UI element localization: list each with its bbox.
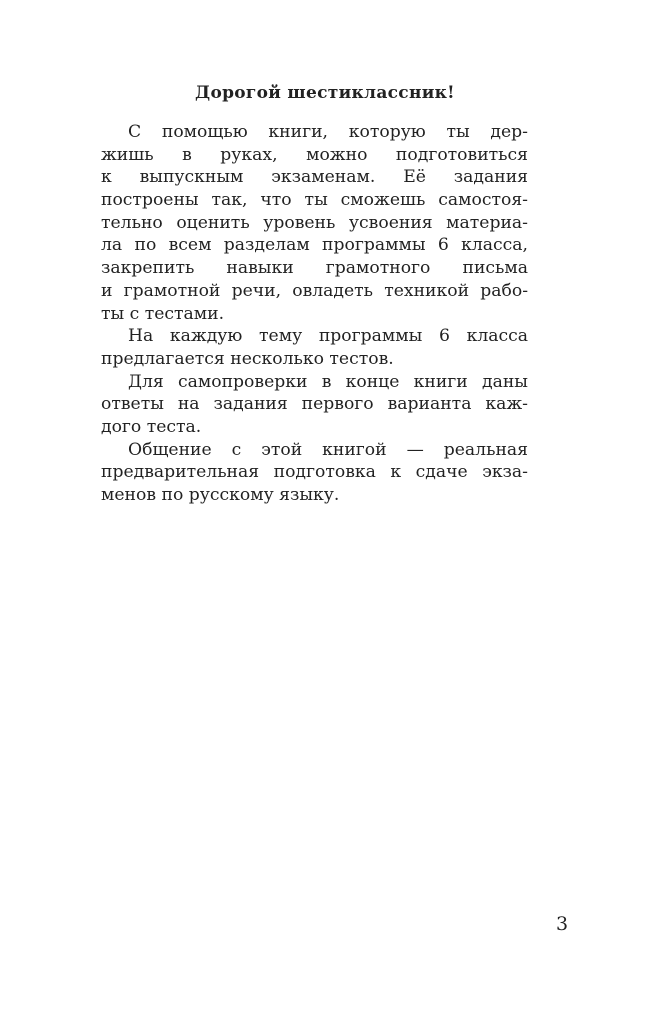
text-line: предварительная подготовка к сдаче экза- [101,462,528,483]
text-line: ты с тестами. [101,303,225,324]
text-line: На каждую тему программы 6 класса [128,326,528,347]
text-line: и грамотной речи, овладеть техникой рабо- [101,280,528,301]
text-line: Общение с этой книгой — реальная [128,439,528,460]
body-text [101,121,528,507]
paragraph [101,371,528,439]
paragraph [101,325,528,370]
text-line: закрепить навыки грамотного письма [101,258,528,279]
page-title: Дорогой шестиклассник! [195,83,455,103]
text-line: построены так, что ты сможешь самостоя- [101,190,528,211]
text-line: жишь в руках, можно подготовиться [101,144,528,165]
paragraph [101,121,528,325]
text-line: Для самопроверки в конце книги даны [128,371,528,392]
text-line: ла по всем разделам программы 6 класса, [101,235,528,256]
text-line: предлагается несколько тестов. [101,348,394,369]
text-line: С помощью книги, которую ты дер- [128,122,528,142]
text-line: менов по русскому языку. [101,485,340,505]
text-line: тельно оценить уровень усвоения материа- [101,212,528,233]
text-line: к выпускным экзаменам. Её задания [101,167,528,188]
paragraph [101,439,528,507]
text-line: дого теста. [101,416,202,437]
page-number: 3 [556,913,569,935]
text-line: ответы на задания первого варианта каж- [101,394,528,415]
